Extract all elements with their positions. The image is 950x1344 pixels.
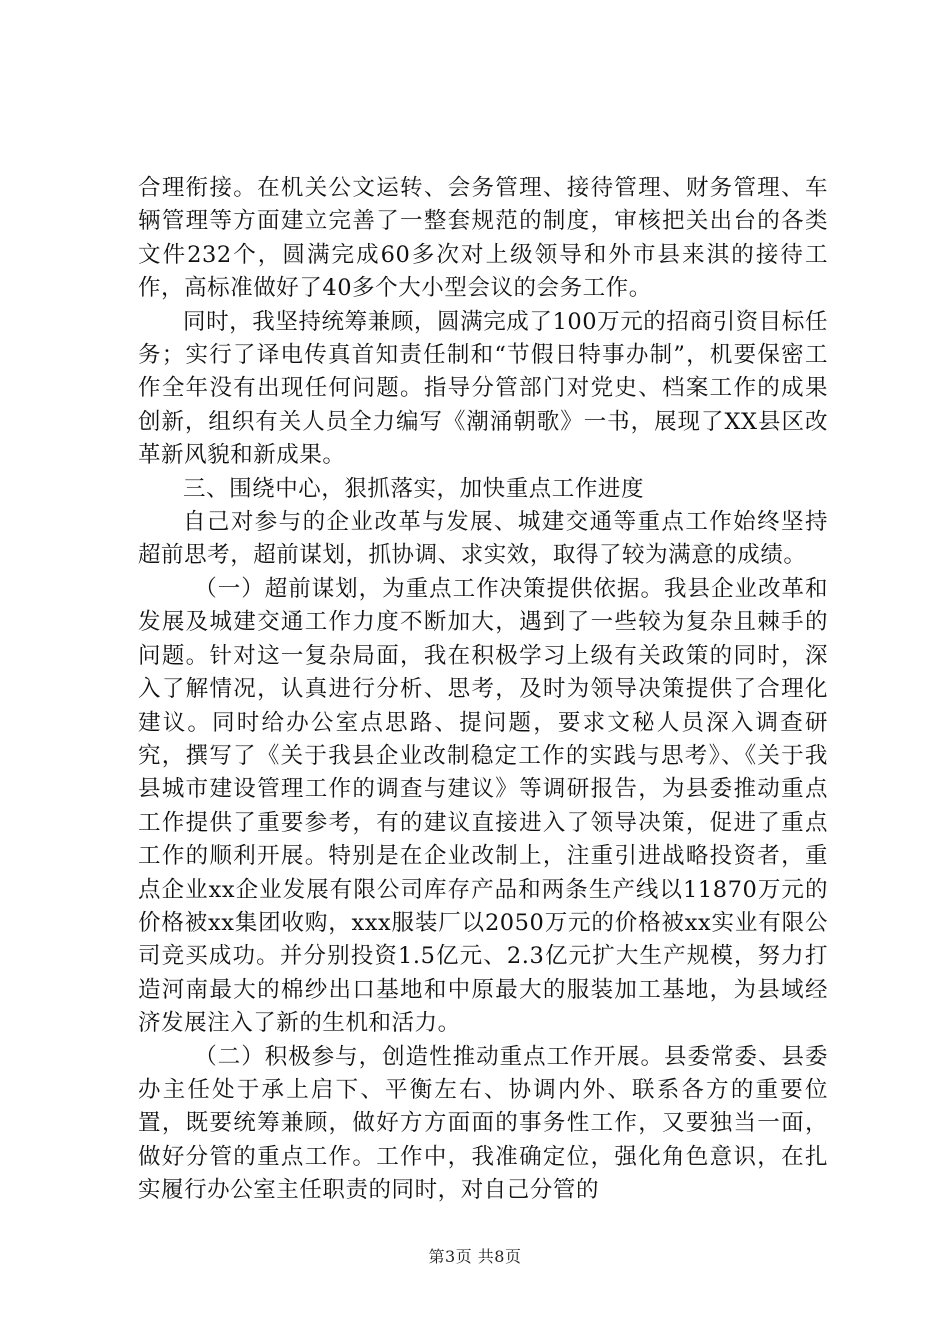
paragraph-item-two: （二）积极参与，创造性推动重点工作开展。县委常委、县委办主任处于承上启下、平衡左右、协调内外、联系各方的重要位置，既要统筹兼顾，做好方方面面的事务性工作，又要独当一面，做好分管的重点工作。工作中，我准确定位，强化角色意识，在扎实履行办公室主任职责的同时，对自己分管的 xyxy=(138,1043,828,1204)
page-footer xyxy=(0,1244,950,1267)
paragraph-merchants: 同时，我坚持统筹兼顾，圆满完成了100万元的招商引资目标任务；实行了译电传真首知责任制和“节假日特事办制”，机要保密工作全年没有出现任何问题。指导分管部门对党史、档案工作的成果创新，组织有关人员全力编写《潮涌朝歌》一书，展现了XX县区改革新风貌和新成果。 xyxy=(138,308,828,469)
paragraph-continuation: 合理衔接。在机关公文运转、会务管理、接待管理、财务管理、车辆管理等方面建立完善了一整套规范的制度，审核把关出台的各类文件232个，圆满完成60多次对上级领导和外市县来淇的接待工作，高标准做好了40多个大小型会议的会务工作。 xyxy=(138,175,828,302)
paragraph-item-one: （一）超前谋划，为重点工作决策提供依据。我县企业改革和发展及城建交通工作力度不断加大，遇到了一些较为复杂且棘手的问题。针对这一复杂局面，我在积极学习上级有关政策的同时，深入了解情况，认真进行分析、思考，及时为领导决策提供了合理化建议。同时给办公室点思路、提问题，要求文秘人员深入调查研究，撰写了《关于我县企业改制稳定工作的实践与思考》、《关于我县城市建设管理工作的调查与建议》等调研报告，为县委推动重点工作提供了重要参考，有的建议直接进入了领导决策，促进了重点工作的顺利开展。特别是在企业改制上，注重引进战略投资者，重点企业xx企业发展有限公司库存产品和两条生产线以11870万元的价格被xx集团收购，xxx服装厂以2050万元的价格被xx实业有限公司竞买成功。并分别投资1.5亿元、2.3亿元扩大生产规模，努力打造河南最大的棉纱出口基地和中原最大的服装加工基地，为县域经济发展注入了新的生机和活力。 xyxy=(138,575,828,1037)
section-heading-three: 三、围绕中心，狠抓落实，加快重点工作进度 xyxy=(183,475,645,502)
page-number-label: 第3页 共8页 xyxy=(428,1247,522,1266)
document-body xyxy=(138,172,828,1208)
paragraph-intro: 自己对参与的企业改革与发展、城建交通等重点工作始终坚持超前思考，超前谋划，抓协调、求实效，取得了较为满意的成绩。 xyxy=(138,509,828,569)
